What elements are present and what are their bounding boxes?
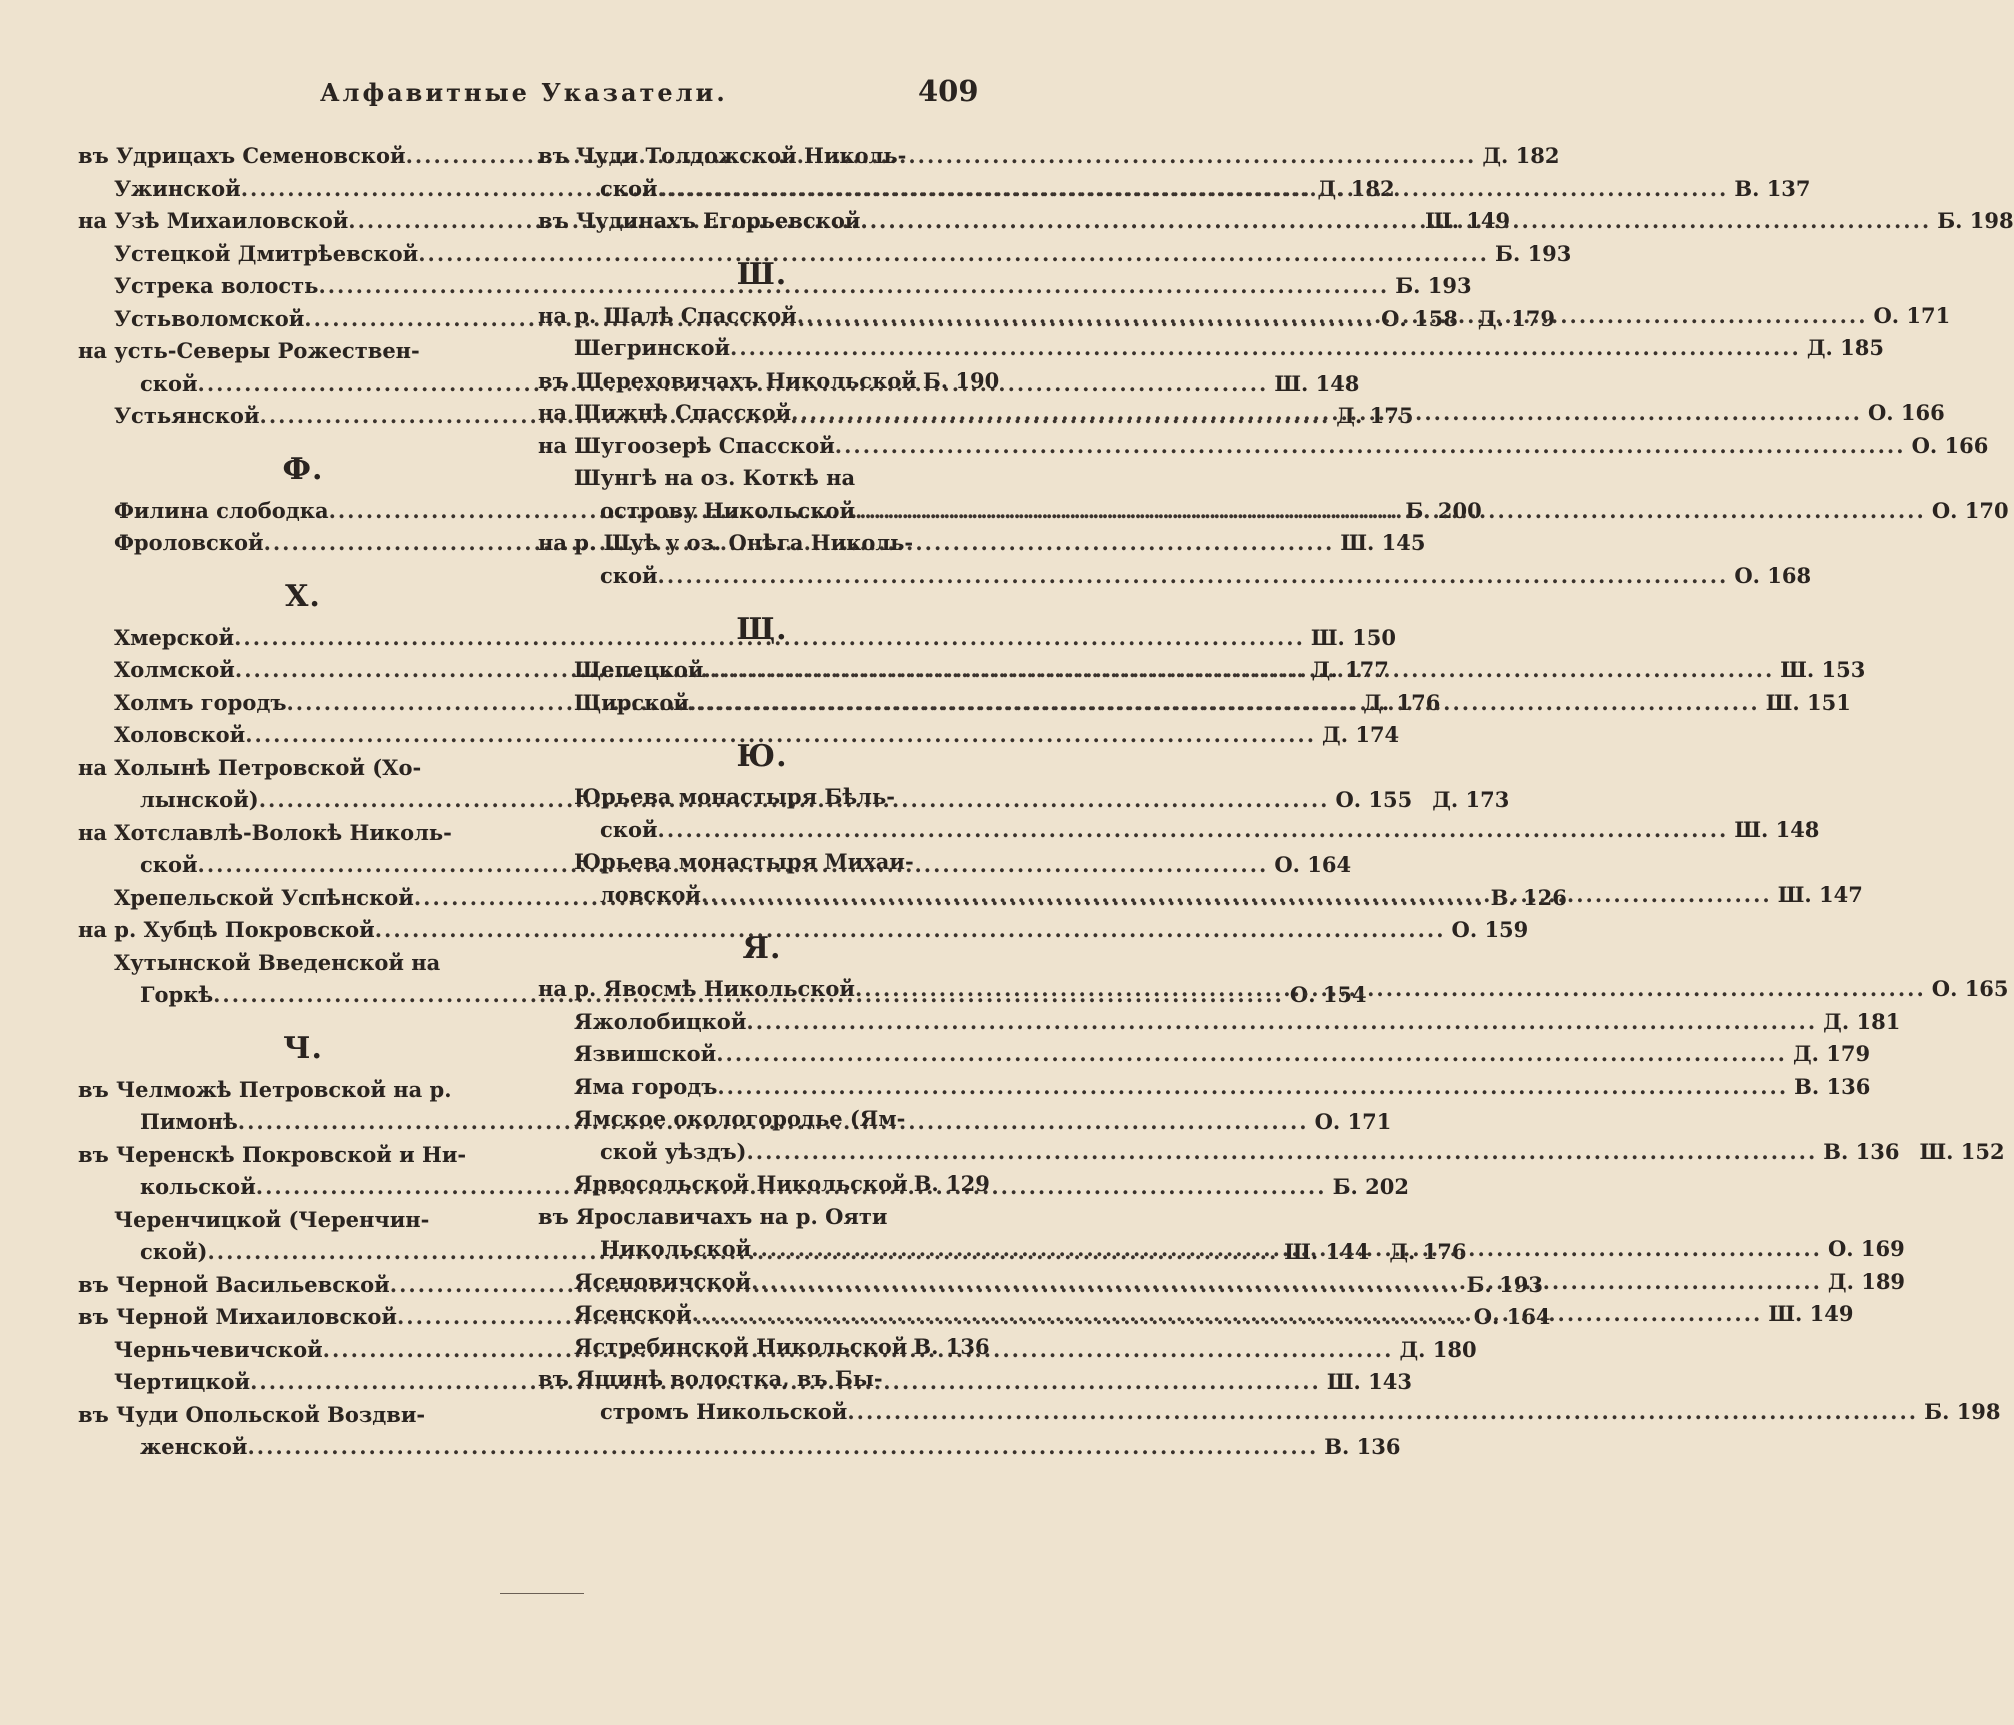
entry-ref: Ш. 145	[1340, 530, 1426, 555]
entry-ref: Д. 179	[1477, 305, 1555, 331]
entry-name: Яжолобицкой	[574, 1008, 747, 1034]
entry-ref: Д. 179	[1792, 1041, 1871, 1066]
entry-ref: О. 164	[1473, 1304, 1551, 1329]
entry-name: Ужинской	[114, 175, 241, 201]
entry-name: острову Никольской	[600, 497, 856, 523]
entry-ref: Д. 181	[1823, 1008, 1901, 1034]
dot-leader	[751, 1236, 1822, 1261]
entry-ref: Д. 182	[1482, 143, 1560, 168]
entry-name: на р. Шалѣ Спасской	[538, 302, 797, 328]
entry-name: Ямское окологородье (Ям-	[574, 1106, 906, 1131]
entry-name: на Шижнѣ Спасской	[538, 400, 792, 425]
entry-ref-first: В. 136	[1823, 1138, 1900, 1164]
index-entry	[78, 917, 1529, 950]
entry-ref: О. 171	[1314, 1109, 1392, 1134]
entry-ref: О. 171	[1873, 302, 1951, 328]
dot-leader	[860, 208, 1931, 233]
entry-ref: О. 168	[1734, 562, 1812, 588]
index-entry	[78, 755, 528, 788]
index-entry	[538, 562, 1812, 596]
index-entry	[538, 1204, 986, 1237]
index-entry	[538, 432, 1989, 466]
entry-ref: Б. 193	[1495, 240, 1572, 266]
index-entry	[538, 1008, 1901, 1042]
entry-ref: О. 170	[1931, 497, 2009, 523]
dot-leader	[855, 976, 1926, 1001]
entry-ref: Ш. 149	[1768, 1301, 1854, 1326]
index-entry	[538, 530, 986, 563]
entry-name: ской	[140, 852, 198, 877]
entry-ref: Д. 189	[1827, 1268, 1906, 1294]
entry-ref-first: О. 155	[1335, 787, 1413, 812]
entry-name: въ Шереховичахъ Никольской	[538, 367, 917, 393]
index-entry	[538, 784, 986, 817]
entry-ref: В. 137	[1734, 175, 1811, 201]
entry-name: Ястребинской Никольской	[574, 1333, 908, 1359]
index-entry	[538, 816, 1820, 850]
entry-ref: Ш. 148	[1274, 370, 1360, 396]
entry-name: въ Чудинахъ Егорьевской	[538, 208, 861, 233]
index-entry	[78, 1207, 528, 1240]
entry-name: ской)	[140, 1239, 208, 1264]
entry-ref: Д. 182	[1317, 175, 1395, 201]
index-entry	[538, 1041, 1871, 1074]
index-entry	[78, 820, 528, 853]
entry-ref: Ш. 149	[1425, 208, 1511, 233]
entry-name: Холмской	[114, 657, 235, 682]
dot-leader	[717, 1074, 1788, 1099]
entry-ref: Ш. 148	[1734, 816, 1820, 842]
entry-ref: Б. 202	[1332, 1174, 1409, 1199]
entry-ref: О. 166	[1867, 400, 1945, 425]
index-entry	[538, 849, 986, 882]
entry-name: Филина слободка	[114, 497, 329, 523]
entry-name: Устрека волость	[114, 273, 319, 298]
dot-leader	[716, 1041, 1787, 1066]
index-entry	[78, 1434, 1401, 1467]
index-entry	[78, 175, 1395, 209]
entry-name: Хмерской	[114, 624, 235, 650]
entry-name: Горкѣ	[140, 982, 214, 1007]
entry-name: въ Черной Васильевской	[78, 1271, 390, 1297]
index-entry	[78, 240, 1572, 274]
dot-leader	[746, 1009, 1817, 1034]
entry-ref: О. 154	[1289, 982, 1367, 1007]
letter-heading-shch: Щ.	[736, 611, 788, 647]
entry-name: въ Ярославичахъ на р. Ояти	[538, 1203, 888, 1229]
entry-ref: Б. 190	[922, 367, 1000, 393]
entry-name: Устьянской	[114, 403, 260, 428]
index-entry	[538, 1138, 2005, 1172]
dot-leader	[692, 1301, 1763, 1326]
index-entry	[78, 1142, 528, 1175]
entry-ref-first: Ш. 144	[1284, 1239, 1370, 1264]
entry-ref: О. 166	[1911, 432, 1989, 458]
entry-name: Чертицкой	[114, 1369, 251, 1394]
entry-ref: Ш. 150	[1310, 624, 1396, 650]
entry-name: Юрьева монастыря Михаи-	[574, 849, 914, 874]
letter-heading-kh: Х.	[285, 579, 321, 614]
section-gap	[538, 1431, 986, 1437]
entry-name: лынской)	[140, 787, 259, 812]
entry-name: въ Удрицахъ Семеновской	[78, 143, 406, 168]
entry-ref: Б. 198	[1924, 1398, 2001, 1424]
entry-name: Черенчицкой (Черенчин-	[114, 1206, 430, 1232]
entry-ref: Д. 175	[1336, 403, 1414, 428]
entry-name: въ Черной Михаиловской	[78, 1304, 397, 1329]
entry-name: Шунгѣ на оз. Коткѣ на	[574, 465, 856, 490]
entry-name: на р. Хубцѣ Покровской	[78, 917, 375, 942]
entry-ref: Д. 180	[1399, 1336, 1477, 1362]
dot-leader	[704, 657, 1775, 682]
entry-ref-first: О. 158	[1381, 305, 1458, 331]
index-entry	[538, 143, 986, 176]
index-entry	[538, 1073, 1871, 1107]
entry-name: Ярвосольской Никольской	[574, 1171, 908, 1196]
entry-name: Юрьева монастыря Бѣль-	[574, 784, 895, 809]
dot-leader	[791, 400, 1862, 425]
index-entry	[538, 335, 1884, 368]
dot-leader	[747, 1139, 1818, 1164]
entry-name: на р. Шуѣ у оз. Онѣга Николь-	[538, 530, 914, 555]
entry-ref: Б. 193	[1395, 273, 1472, 298]
index-entry	[78, 1077, 528, 1110]
entry-name: женской	[140, 1434, 248, 1459]
letter-heading-ya: Я.	[742, 930, 782, 966]
entry-ref: В. 129	[913, 1171, 990, 1196]
entry-ref: Д. 176	[1389, 1239, 1467, 1264]
letter-heading-f: Ф.	[282, 452, 324, 487]
entry-name: стромъ Никольской	[600, 1398, 848, 1424]
index-entry	[78, 624, 1396, 658]
dot-leader	[847, 1399, 1918, 1424]
section-gap	[78, 1467, 528, 1473]
entry-ref: Д. 176	[1363, 689, 1441, 715]
index-entry	[538, 367, 1000, 401]
entry-name: Фроловской	[114, 530, 264, 555]
entry-name: ской	[600, 175, 658, 201]
dot-leader	[730, 335, 1801, 360]
closing-rule	[500, 1593, 584, 1594]
entry-ref: Ш. 152	[1919, 1138, 2005, 1164]
entry-ref: Д. 177	[1311, 657, 1389, 682]
entry-name: Никольской	[600, 1236, 752, 1261]
entry-name: Ясенской	[574, 1301, 692, 1326]
entry-ref: В. 136	[1324, 1434, 1401, 1459]
entry-name: Черньчевичской	[114, 1336, 323, 1362]
index-entry	[78, 338, 528, 371]
entry-ref: О. 159	[1451, 917, 1529, 942]
letter-heading-sh: Ш.	[736, 257, 788, 292]
entry-name: ской	[140, 370, 198, 396]
running-head: Алфавитные Указатели.	[320, 78, 728, 107]
page-number: 409	[918, 74, 979, 108]
entry-name: въ Челможѣ Петровской на р.	[78, 1076, 452, 1102]
entry-name: на р. Явосмѣ Никольской	[538, 976, 855, 1001]
dot-leader	[701, 882, 1772, 907]
entry-name: на Шугоозерѣ Спасской	[538, 432, 835, 458]
entry-name: въ Ящинѣ волостка, въ Бы-	[538, 1366, 883, 1391]
entry-ref: Д. 185	[1806, 335, 1884, 360]
entry-name: ской	[600, 816, 658, 842]
entry-name: ской уѣздъ)	[600, 1138, 747, 1164]
dot-leader	[797, 303, 1868, 328]
entry-ref: Д. 173	[1432, 787, 1510, 812]
entry-name: Холовской	[114, 722, 246, 747]
letter-heading-ch: Ч.	[283, 1031, 323, 1066]
entry-ref: Ш. 151	[1765, 689, 1851, 715]
entry-name: Устьволомской	[114, 305, 305, 331]
dot-leader	[247, 1434, 1318, 1459]
entry-name: Шегринской	[574, 335, 731, 360]
entry-name: въ Чуди Толдожской Николь-	[538, 143, 907, 168]
entry-name: Ясеновичской	[574, 1268, 752, 1294]
entry-ref: В. 126	[1490, 884, 1567, 910]
entry-ref: Б. 198	[1937, 208, 2014, 233]
entry-name: Щепецкой	[574, 657, 704, 682]
entry-name: Щирской	[574, 689, 689, 715]
entry-name: Пимонѣ	[140, 1109, 238, 1134]
entry-ref: Д. 174	[1322, 722, 1400, 747]
index-entry	[538, 1366, 986, 1399]
entry-name: Язвишской	[574, 1041, 717, 1066]
entry-name: ловской	[600, 881, 701, 907]
entry-ref: Ш. 147	[1777, 881, 1863, 907]
letter-heading-yu: Ю.	[736, 738, 788, 774]
entry-name: на усть-Северы Рожествен-	[78, 338, 420, 363]
dot-leader	[658, 817, 1729, 842]
entry-name: въ Чуди Опольской Воздви-	[78, 1401, 426, 1427]
entry-ref: О. 169	[1827, 1236, 1905, 1261]
entry-ref: Б. 200	[1405, 497, 1482, 523]
index-entry	[538, 1106, 986, 1139]
index-entry	[538, 1398, 2001, 1432]
entry-name: на Холынѣ Петровской (Хо-	[78, 754, 422, 780]
entry-name: Холмъ городъ	[114, 689, 287, 715]
index-entry	[538, 1333, 990, 1367]
entry-ref: Ш. 143	[1326, 1369, 1412, 1394]
index-entry	[538, 465, 986, 498]
entry-name: ской	[600, 562, 658, 588]
entry-ref: Ш. 153	[1780, 657, 1866, 682]
entry-ref: В. 136	[913, 1333, 990, 1359]
entry-name: кольской	[140, 1174, 256, 1199]
entry-ref: О. 164	[1274, 852, 1352, 877]
entry-name: Хутынской Введенской на	[114, 949, 441, 975]
entry-name: на Хотславлѣ-Волокѣ Николь-	[78, 819, 452, 845]
entry-name: Устецкой Дмитрѣевской	[114, 240, 419, 266]
entry-name: въ Черенскѣ Покровской и Ни-	[78, 1141, 467, 1167]
dot-leader	[751, 1269, 1822, 1294]
index-entry	[78, 273, 1472, 306]
dot-leader	[689, 690, 1760, 715]
index-entry	[78, 950, 528, 983]
entry-ref: О. 165	[1931, 976, 2009, 1001]
entry-ref: В. 136	[1794, 1073, 1871, 1099]
dot-leader	[658, 563, 1729, 588]
entry-name: на Узѣ Михаиловской	[78, 208, 349, 233]
index-entry	[78, 1402, 528, 1435]
index-entry	[538, 1171, 990, 1204]
dot-leader	[835, 433, 1906, 458]
index-entry	[78, 722, 1400, 755]
dot-leader	[658, 176, 1729, 201]
dot-leader	[855, 498, 1926, 523]
entry-name: Яма городъ	[574, 1073, 718, 1099]
entry-name: Хрепельской Успѣнской	[114, 884, 414, 910]
entry-ref: Б. 193	[1466, 1271, 1543, 1297]
